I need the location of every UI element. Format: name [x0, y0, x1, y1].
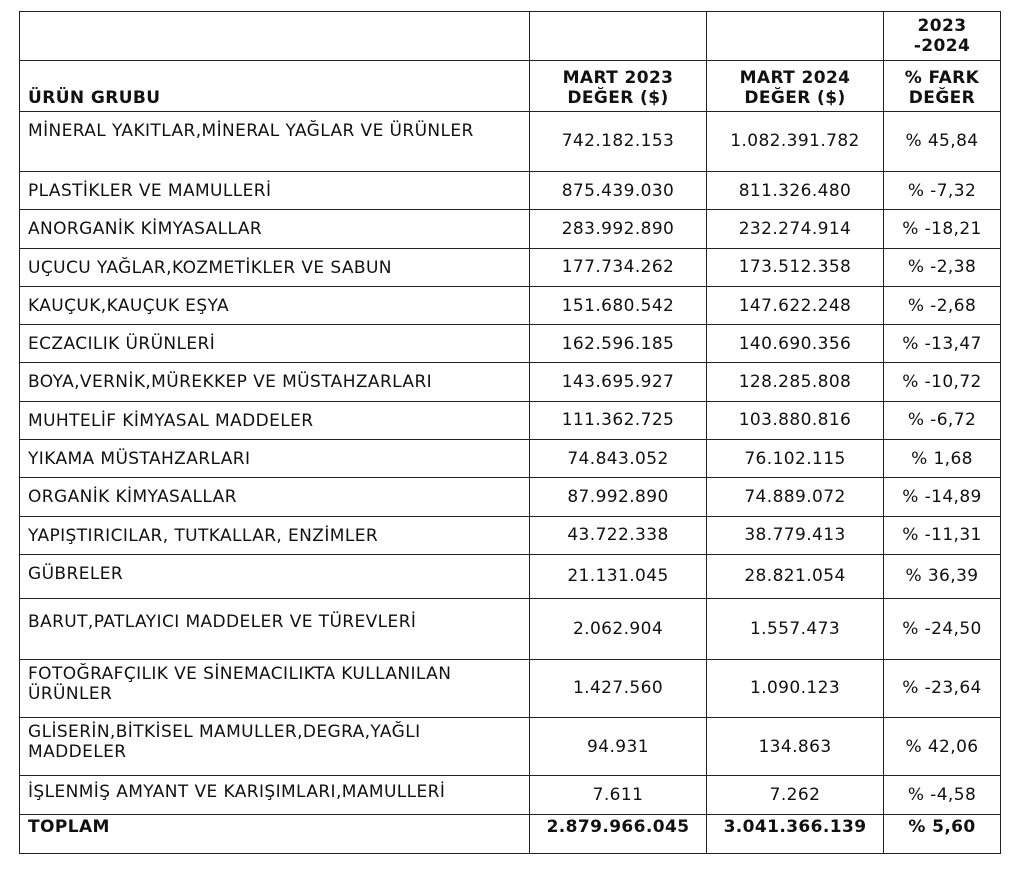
percent-diff: % -11,31 — [884, 516, 1001, 554]
product-group-name: MUHTELİF KİMYASAL MADDELER — [20, 401, 530, 439]
table-row — [20, 439, 1001, 477]
table-row — [20, 325, 1001, 363]
value-2024: 1.557.473 — [707, 599, 884, 659]
product-group-name: KAUÇUK,KAUÇUK EŞYA — [20, 286, 530, 324]
product-group-name: MİNERAL YAKITLAR,MİNERAL YAĞLAR VE ÜRÜNLER — [20, 111, 530, 171]
value-2024: 173.512.358 — [707, 248, 884, 286]
header-empty-cell — [707, 12, 884, 61]
value-2023: 162.596.185 — [530, 325, 707, 363]
table-row — [20, 478, 1001, 516]
value-2023: 177.734.262 — [530, 248, 707, 286]
percent-diff: % -6,72 — [884, 401, 1001, 439]
product-group-name: İŞLENMİŞ AMYANT VE KARIŞIMLARI,MAMULLERİ — [20, 776, 530, 814]
table-row — [20, 659, 1001, 717]
product-group-name: YIKAMA MÜSTAHZARLARI — [20, 439, 530, 477]
value-2023: 283.992.890 — [530, 210, 707, 248]
column-header-group: ÜRÜN GRUBU — [20, 61, 530, 111]
column-header-2024-line-1: MART 2024 — [739, 67, 851, 88]
value-2024: 38.779.413 — [707, 516, 884, 554]
product-group-name-line-2: ÜRÜNLER — [28, 683, 113, 704]
product-group-name: ORGANİK KİMYASALLAR — [20, 478, 530, 516]
value-2024: 128.285.808 — [707, 363, 884, 401]
table-row — [20, 717, 1001, 775]
column-header-diff-line-1: % FARK — [904, 67, 980, 88]
table-row — [20, 599, 1001, 659]
column-header-2024 — [707, 61, 884, 111]
total-value-2023: 2.879.966.045 — [530, 814, 707, 853]
product-group-name: UÇUCU YAĞLAR,KOZMETİKLER VE SABUN — [20, 248, 530, 286]
value-2023: 875.439.030 — [530, 172, 707, 210]
table-row — [20, 172, 1001, 210]
table-row — [20, 286, 1001, 324]
value-2023: 151.680.542 — [530, 286, 707, 324]
column-header-2023-line-2: DEĞER ($) — [567, 87, 669, 108]
percent-diff: % -7,32 — [884, 172, 1001, 210]
value-2024: 103.880.816 — [707, 401, 884, 439]
total-value-2024: 3.041.366.139 — [707, 814, 884, 853]
export-table — [19, 11, 1001, 854]
period-line-2: -2024 — [913, 36, 971, 57]
value-2023: 111.362.725 — [530, 401, 707, 439]
column-header-2023-line-1: MART 2023 — [562, 67, 674, 88]
value-2023: 21.131.045 — [530, 554, 707, 598]
product-group-name: ECZACILIK ÜRÜNLERİ — [20, 325, 530, 363]
product-group-name: YAPIŞTIRICILAR, TUTKALLAR, ENZİMLER — [20, 516, 530, 554]
value-2024: 28.821.054 — [707, 554, 884, 598]
value-2023: 87.992.890 — [530, 478, 707, 516]
value-2024: 1.090.123 — [707, 659, 884, 717]
percent-diff: % -23,64 — [884, 659, 1001, 717]
column-header-2024-line-2: DEĞER ($) — [744, 87, 846, 108]
total-label: TOPLAM — [20, 814, 530, 853]
percent-diff: % -2,38 — [884, 248, 1001, 286]
value-2023: 7.611 — [530, 776, 707, 814]
table-row — [20, 248, 1001, 286]
table-row — [20, 111, 1001, 171]
table-row — [20, 516, 1001, 554]
total-percent-diff: % 5,60 — [884, 814, 1001, 853]
percent-diff: % 1,68 — [884, 439, 1001, 477]
product-group-name: ANORGANİK KİMYASALLAR — [20, 210, 530, 248]
percent-diff: % -10,72 — [884, 363, 1001, 401]
table-row — [20, 363, 1001, 401]
product-group-name — [20, 659, 530, 717]
value-2023: 74.843.052 — [530, 439, 707, 477]
product-group-name-line-2: MADDELER — [28, 741, 127, 762]
product-group-name: PLASTİKLER VE MAMULLERİ — [20, 172, 530, 210]
value-2024: 74.889.072 — [707, 478, 884, 516]
table-row — [20, 776, 1001, 814]
product-group-name: BARUT,PATLAYICI MADDELER VE TÜREVLERİ — [20, 599, 530, 659]
period-line-1: 2023 — [917, 16, 967, 37]
percent-diff: % -13,47 — [884, 325, 1001, 363]
percent-diff: % -2,68 — [884, 286, 1001, 324]
percent-diff: % -18,21 — [884, 210, 1001, 248]
product-group-name-line-1: GLİSERİN,BİTKİSEL MAMULLER,DEGRA,YAĞLI — [28, 721, 421, 742]
percent-diff: % 36,39 — [884, 554, 1001, 598]
percent-diff: % -14,89 — [884, 478, 1001, 516]
column-header-2023 — [530, 61, 707, 111]
value-2024: 7.262 — [707, 776, 884, 814]
product-group-name: BOYA,VERNİK,MÜREKKEP VE MÜSTAHZARLARI — [20, 363, 530, 401]
value-2024: 232.274.914 — [707, 210, 884, 248]
column-header-diff-line-2: DEĞER — [908, 87, 976, 108]
value-2023: 1.427.560 — [530, 659, 707, 717]
table-row — [20, 554, 1001, 598]
value-2024: 76.102.115 — [707, 439, 884, 477]
table-row — [20, 401, 1001, 439]
product-group-name: GÜBRELER — [20, 554, 530, 598]
percent-diff: % -4,58 — [884, 776, 1001, 814]
value-2024: 140.690.356 — [707, 325, 884, 363]
product-group-name — [20, 717, 530, 775]
total-row — [20, 814, 1001, 853]
value-2024: 1.082.391.782 — [707, 111, 884, 171]
column-header-diff — [884, 61, 1001, 111]
header-empty-cell — [530, 12, 707, 61]
percent-diff: % 42,06 — [884, 717, 1001, 775]
table-row — [20, 210, 1001, 248]
header-empty-cell — [20, 12, 530, 61]
value-2024: 811.326.480 — [707, 172, 884, 210]
value-2024: 134.863 — [707, 717, 884, 775]
value-2023: 742.182.153 — [530, 111, 707, 171]
period-header — [884, 12, 1001, 61]
value-2023: 143.695.927 — [530, 363, 707, 401]
percent-diff: % 45,84 — [884, 111, 1001, 171]
value-2023: 43.722.338 — [530, 516, 707, 554]
value-2024: 147.622.248 — [707, 286, 884, 324]
value-2023: 94.931 — [530, 717, 707, 775]
value-2023: 2.062.904 — [530, 599, 707, 659]
product-group-name-line-1: FOTOĞRAFÇILIK VE SİNEMACILIKTA KULLANILAN — [28, 663, 452, 684]
percent-diff: % -24,50 — [884, 599, 1001, 659]
